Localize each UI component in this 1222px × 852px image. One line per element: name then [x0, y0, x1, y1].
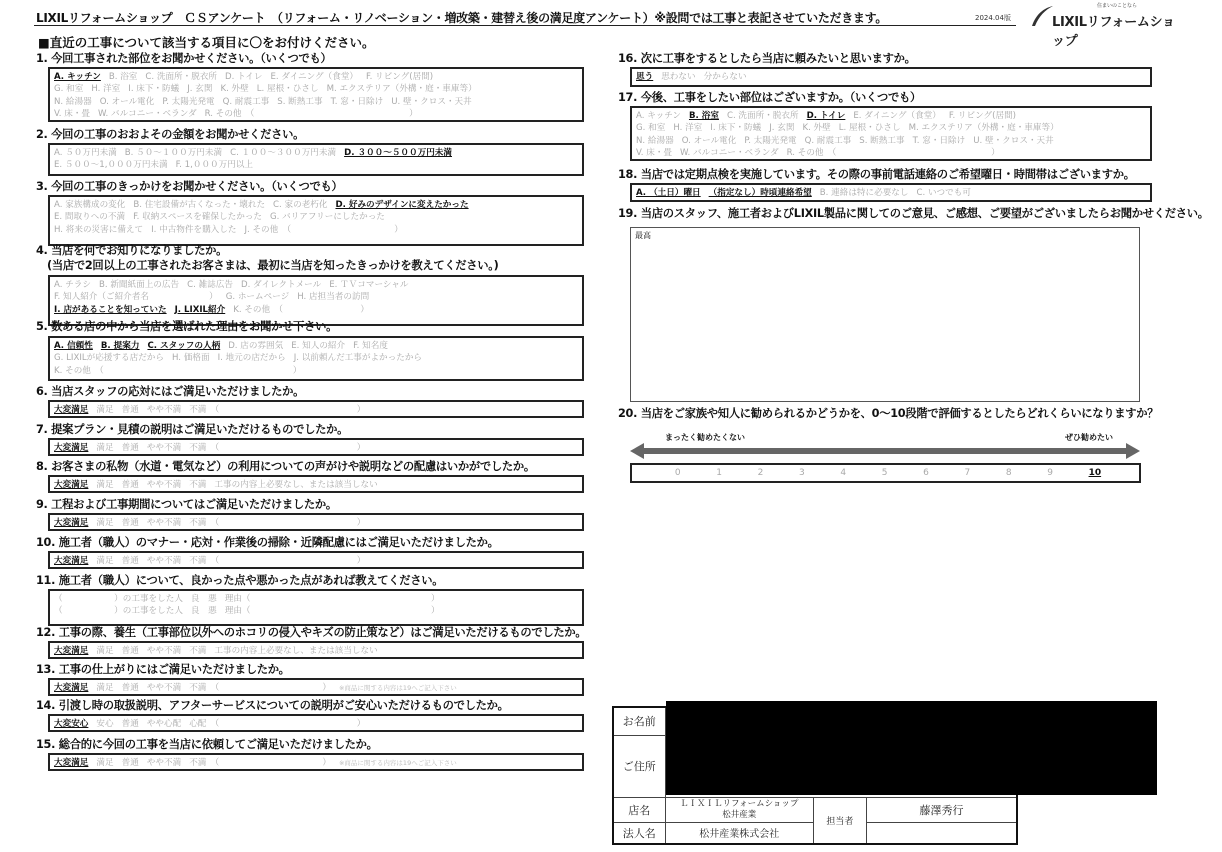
- option[interactable]: 理由（ ）: [224, 594, 440, 604]
- option[interactable]: F. 収納スペースを確保したかった: [133, 212, 262, 223]
- option[interactable]: A. チラシ: [54, 280, 91, 290]
- option[interactable]: D. トイレ: [225, 72, 263, 82]
- option[interactable]: C. 洗面所・脱衣所: [145, 72, 218, 82]
- option[interactable]: 不満 （ ）: [189, 758, 331, 768]
- option[interactable]: C. 家の老朽化: [273, 200, 328, 210]
- question-title: 4. 当店を何でお知りになりましたか。 (当店で2回以上の工事されたお客さまは、最初に当店を知ったきっかけを教えてください。): [36, 244, 499, 272]
- option[interactable]: H. 店担当者の訪問: [297, 292, 370, 303]
- shop-label: 店名: [613, 797, 665, 822]
- option[interactable]: F. 知人紹介（ご紹介者名 ）: [54, 292, 218, 303]
- question-title: 15. 総合的に今回の工事を当店に依頼してご満足いただけましたか。: [36, 738, 378, 751]
- option[interactable]: 分からない: [703, 72, 747, 82]
- answer-line: [54, 211, 578, 223]
- option[interactable]: H. 価格面: [172, 353, 210, 364]
- edition-label: 2024.04版: [975, 14, 1011, 22]
- option[interactable]: 満足: [96, 518, 114, 528]
- option-selected[interactable]: 大変安心: [54, 719, 89, 729]
- option[interactable]: 不満 （ ）: [189, 405, 366, 415]
- option[interactable]: 普通: [121, 683, 139, 693]
- question-title: 14. 引渡し時の取扱説明、アフターサービスについての説明がご安心いただけるものでしたか。: [36, 699, 509, 712]
- option[interactable]: E. ダイニング（食堂）: [270, 72, 359, 82]
- option[interactable]: I. 地元の店だから: [217, 353, 286, 364]
- option[interactable]: 良 悪: [190, 594, 217, 604]
- question-7: [36, 422, 366, 453]
- question-title: 12. 工事の際、養生（工事部位以外へのホコリの侵入やキズの防止策など）はご満足いただけるものでしたか。: [36, 626, 587, 639]
- option[interactable]: 普通: [121, 518, 139, 528]
- option[interactable]: 満足: [96, 758, 114, 768]
- option[interactable]: G. 和室: [54, 84, 84, 95]
- answer-line: [54, 108, 578, 120]
- option[interactable]: やや不満: [146, 405, 182, 415]
- question-title: 11. 施工者（職人）について、良かった点や悪かった点があれば教えてください。: [36, 574, 444, 587]
- question-title: 7. 提案プラン・見積の説明はご満足いただけるものでしたか。: [36, 423, 349, 436]
- option[interactable]: G. 和室: [636, 123, 666, 134]
- option[interactable]: R. その他 （ ）: [204, 108, 418, 119]
- option[interactable]: B. 連絡は特に必要なし: [819, 188, 909, 198]
- option[interactable]: 心配 （ ）: [189, 719, 366, 729]
- option[interactable]: Q. 耐震工事: [222, 96, 270, 107]
- answer-line: [54, 757, 578, 769]
- double-arrow-icon: [630, 443, 1140, 459]
- answer-line: [54, 224, 578, 236]
- option[interactable]: I. 中古物件を購入した: [151, 224, 237, 235]
- answer-box: [48, 714, 584, 732]
- option[interactable]: 満足: [96, 683, 114, 693]
- option[interactable]: やや不満: [146, 556, 182, 566]
- question-18: [618, 167, 1135, 198]
- corp-value: 松井産業株式会社: [665, 822, 813, 844]
- name-label: お名前: [613, 707, 665, 735]
- option[interactable]: K. 外壁: [802, 123, 831, 134]
- option[interactable]: P. 太陽光発電: [162, 96, 215, 107]
- option[interactable]: S. 断熱工事: [277, 96, 323, 107]
- answer-box: [48, 753, 584, 771]
- staff-label: 担当者: [813, 797, 866, 844]
- option[interactable]: L. 屋根・ひさし: [256, 84, 319, 95]
- question-19: [618, 206, 1209, 221]
- option[interactable]: E. 知人の紹介: [291, 341, 346, 351]
- option[interactable]: G. バリアフリーにしたかった: [269, 212, 385, 223]
- option[interactable]: 満足: [96, 480, 114, 490]
- option[interactable]: やや不満: [146, 480, 182, 490]
- option[interactable]: O. オール電化: [681, 135, 737, 146]
- answer-box: [48, 678, 584, 696]
- answer-line: [54, 147, 578, 159]
- form-title: LIXILリフォームショップ ＣＳアンケート （リフォーム・リノベーション・増改築・建替え後の満足度アンケート）※設問では工事と表記させていただきます。: [36, 11, 888, 25]
- option[interactable]: E. ダイニング（食堂）: [853, 111, 941, 121]
- rating-10[interactable]: 10: [1088, 468, 1102, 478]
- question-title: 16. 次に工事をするとしたら当店に頼みたいと思いますか。: [618, 52, 916, 65]
- question-17: [618, 90, 1059, 158]
- q20-right-label: ぜひ勧めたい: [1065, 433, 1113, 442]
- answer-line: [54, 404, 578, 416]
- option[interactable]: 普通: [121, 405, 139, 415]
- option-selected[interactable]: （指定なし）時頃連絡希望: [708, 188, 812, 198]
- rating-8[interactable]: 8: [1005, 468, 1012, 478]
- answer-line: [54, 279, 578, 291]
- shop-name-line2: 松井産業: [722, 809, 757, 820]
- option[interactable]: やや不満: [146, 683, 182, 693]
- option[interactable]: A. キッチン: [636, 111, 681, 121]
- rating-6[interactable]: 6: [923, 468, 929, 478]
- option[interactable]: 普通: [121, 480, 139, 490]
- option[interactable]: 工事の内容上必要なし、または該当しない: [214, 646, 378, 656]
- option-selected[interactable]: A. （土日）曜日: [636, 188, 701, 198]
- corp-label: 法人名: [613, 822, 665, 844]
- question-title: 6. 当店スタッフの応対にはご満足いただけましたか。: [36, 385, 305, 398]
- option[interactable]: やや不満: [146, 646, 182, 656]
- option[interactable]: G. LIXILが応援する店だから: [54, 353, 164, 364]
- answer-line: [54, 593, 578, 605]
- answer-box: [630, 67, 1152, 87]
- option[interactable]: W. バルコニー・ベランダ: [98, 108, 197, 119]
- option-selected[interactable]: 大変満足: [54, 480, 89, 490]
- answer-line: [636, 187, 1146, 199]
- option[interactable]: D. 店の雰囲気: [228, 341, 284, 351]
- option[interactable]: A. 家族構成の変化: [54, 200, 126, 210]
- answer-line: [54, 96, 578, 108]
- option[interactable]: W. バルコニー・ベランダ: [680, 147, 779, 158]
- option[interactable]: O. オール電化: [99, 96, 155, 107]
- question-14: [36, 698, 509, 729]
- rating-4[interactable]: 4: [840, 468, 847, 478]
- question-10: [36, 535, 499, 566]
- option[interactable]: P. 太陽光発電: [744, 135, 797, 146]
- option-selected[interactable]: B. 提案力: [100, 341, 140, 351]
- option[interactable]: I. 床下・防蟻: [128, 84, 180, 95]
- question-title: 17. 今後、工事をしたい部位はございますか。（いくつでも）: [618, 91, 922, 104]
- option[interactable]: U. 壁・クロス・天井: [973, 135, 1054, 146]
- option[interactable]: 工事の内容上必要なし、または該当しない: [214, 480, 378, 490]
- option-selected[interactable]: 大変満足: [54, 556, 89, 566]
- question-title: 9. 工程および工事期間についてはご満足いただけましたか。: [36, 498, 337, 511]
- option[interactable]: 満足: [96, 556, 114, 566]
- option[interactable]: J. 玄関: [769, 123, 795, 134]
- logo-name: LIXILリフォームショップ: [1052, 15, 1175, 49]
- option[interactable]: A. ５０万円未満: [54, 148, 117, 158]
- answer-line: [54, 718, 578, 730]
- option[interactable]: D. ダイレクトメール: [240, 280, 322, 290]
- rating-7[interactable]: 7: [964, 468, 971, 478]
- question-title: 8. お客さまの私物（水道・電気など）の利用についての声がけや説明などの配慮はいかがでしたか。: [36, 460, 535, 473]
- answer-box: [48, 438, 584, 456]
- note: ※商品に関する内容は19へご記入下さい: [338, 759, 457, 767]
- question-title: 3. 今回の工事のきっかけをお聞かせください。（いくつでも）: [36, 180, 343, 193]
- option-selected[interactable]: I. 店があることを知っていた: [54, 304, 167, 315]
- option-selected[interactable]: C. スタッフの人柄: [147, 341, 221, 351]
- option-selected[interactable]: B. 浴室: [688, 111, 719, 121]
- question-4: [36, 243, 499, 315]
- q20-left-label: まったく勧めたくない: [665, 433, 745, 442]
- option[interactable]: B. 住宅設備が古くなった・壊れた: [133, 200, 266, 210]
- option[interactable]: 普通: [121, 556, 139, 566]
- option[interactable]: C. １００～３００万円未満: [230, 148, 337, 158]
- answer-box: [48, 641, 584, 659]
- question-title: 13. 工事の仕上がりにはご満足いただけましたか。: [36, 663, 290, 676]
- question-12: [36, 625, 587, 656]
- answer-line: [54, 83, 578, 95]
- option-selected[interactable]: 大変満足: [54, 758, 89, 768]
- rating-3[interactable]: 3: [798, 468, 805, 478]
- staff-extra-field: [866, 822, 1017, 844]
- option[interactable]: B. 新聞紙面上の広告: [98, 280, 180, 290]
- question-2: [36, 127, 452, 171]
- title-divider: [34, 25, 1016, 26]
- option[interactable]: K. 外壁: [220, 84, 249, 95]
- option-selected[interactable]: D. 好みのデザインに変えたかった: [335, 200, 469, 210]
- question-16: [618, 51, 916, 82]
- rating-0[interactable]: 0: [674, 468, 681, 478]
- option[interactable]: L. 屋根・ひさし: [838, 123, 901, 134]
- option[interactable]: Q. 耐震工事: [804, 135, 852, 146]
- answer-line: [54, 605, 578, 617]
- q20-rating-scale[interactable]: [630, 463, 1141, 483]
- option[interactable]: G. ホームページ: [225, 292, 290, 303]
- option-selected[interactable]: D. トイレ: [806, 111, 846, 121]
- rating-5[interactable]: 5: [881, 468, 888, 478]
- option-selected[interactable]: 大変満足: [54, 646, 89, 656]
- option-selected[interactable]: J. LIXIL紹介: [174, 304, 226, 315]
- answer-line: [54, 682, 578, 694]
- rating-9[interactable]: 9: [1047, 468, 1053, 478]
- question-11: [36, 573, 444, 617]
- answer-line: [54, 291, 578, 303]
- question-5: [36, 319, 423, 376]
- option[interactable]: N. 給湯器: [54, 96, 92, 107]
- answer-box: [48, 336, 584, 381]
- question-3: [36, 179, 469, 235]
- option[interactable]: R. その他 （ ）: [786, 147, 1000, 158]
- option-selected[interactable]: 大変満足: [54, 443, 89, 453]
- option[interactable]: 理由（ ）: [224, 606, 440, 617]
- option[interactable]: E. ５００～1,０００万円未満: [54, 160, 168, 171]
- question-6: [36, 384, 366, 415]
- question-title: 20. 当店をご家族や知人に勧められるかどうかを、0～10段階で評価するとしたらどれくらいになりますか？: [618, 407, 1159, 420]
- option[interactable]: K. その他 （ ）: [233, 304, 369, 315]
- logo-swoosh-icon: [1030, 4, 1054, 28]
- option[interactable]: やや心配: [146, 719, 182, 729]
- option[interactable]: C. 雑誌広告: [187, 280, 233, 290]
- question-title: 18. 当店では定期点検を実施しています。その際の事前電話連絡のご希望曜日・時間帯はございますか。: [618, 168, 1135, 181]
- option[interactable]: S. 断熱工事: [859, 135, 905, 146]
- option[interactable]: やや不満: [146, 758, 182, 768]
- option[interactable]: 不満 （ ）: [189, 683, 331, 693]
- option[interactable]: やや不満: [146, 443, 182, 453]
- option[interactable]: H. 将来の災害に備えて: [54, 224, 144, 235]
- answer-line: [54, 555, 578, 567]
- option[interactable]: 普通: [121, 719, 139, 729]
- rating-1[interactable]: 1: [716, 468, 722, 478]
- option[interactable]: H. 洋室: [673, 123, 703, 134]
- note: ※商品に関する内容は19へご記入下さい: [338, 684, 457, 692]
- option[interactable]: M. エクステリア（外構・庭・車庫等）: [326, 84, 477, 95]
- answer-line: [636, 135, 1146, 147]
- option[interactable]: 不満 （ ）: [189, 518, 366, 528]
- question-15: [36, 737, 457, 768]
- option[interactable]: T. 窓・日除け: [912, 135, 966, 146]
- answer-box: [48, 143, 584, 176]
- option[interactable]: C. いつでも可: [916, 188, 971, 198]
- option[interactable]: T. 窓・日除け: [330, 96, 384, 107]
- option-selected[interactable]: 大変満足: [54, 405, 89, 415]
- option[interactable]: V. 床・畳: [54, 108, 91, 119]
- option[interactable]: 安心: [96, 719, 114, 729]
- option[interactable]: U. 壁・クロス・天井: [391, 96, 472, 107]
- q19-answer-field[interactable]: 最高: [630, 227, 1140, 402]
- answer-line: [636, 122, 1146, 134]
- option-selected[interactable]: A. 信頼性: [54, 341, 93, 351]
- option[interactable]: B. ５０～１００万円未満: [124, 148, 223, 158]
- logo-tagline: 住まいのことなら: [1097, 3, 1138, 9]
- redacted-block: [666, 701, 1157, 795]
- option[interactable]: 普通: [121, 443, 139, 453]
- answer-line: [636, 71, 1146, 83]
- option-selected[interactable]: D. ３００～５００万円未満: [344, 148, 452, 158]
- option[interactable]: E. ＴＶコマーシャル: [329, 280, 409, 290]
- answer-line: [54, 304, 578, 316]
- answer-line: [54, 365, 578, 377]
- answer-box: [630, 106, 1152, 161]
- answer-box: [48, 475, 584, 493]
- answer-box: [630, 183, 1152, 202]
- option[interactable]: やや不満: [146, 518, 182, 528]
- question-title: 2. 今回の工事のおおよその金額をお聞かせください。: [36, 128, 305, 141]
- answer-box: [48, 589, 584, 626]
- option[interactable]: I. 床下・防蟻: [710, 123, 762, 134]
- question-title: 5. 数ある店の中から当店を選ばれた理由をお聞かせ下さい。: [36, 320, 338, 333]
- answer-line: [54, 71, 578, 83]
- answer-line: [54, 479, 578, 491]
- option[interactable]: 不満: [189, 480, 207, 490]
- option[interactable]: J. 以前頼んだ工事がよかったから: [293, 353, 423, 364]
- question-title: 10. 施工者（職人）のマナー・応対・作業後の掃除・近隣配慮にはご満足いただけましたか。: [36, 536, 499, 549]
- option[interactable]: F. リビング(居間): [948, 111, 1017, 121]
- rating-2[interactable]: 2: [757, 468, 764, 478]
- staff-value: 藤澤秀行: [866, 797, 1017, 822]
- option[interactable]: 満足: [96, 443, 114, 453]
- option[interactable]: 満足: [96, 405, 114, 415]
- question-13: [36, 662, 457, 693]
- section-title: ■直近の工事について該当する項目に〇をお付けください。: [38, 35, 375, 50]
- option[interactable]: J. その他 （ ）: [244, 224, 403, 235]
- answer-line: [636, 110, 1146, 122]
- question-title: 1. 今回工事された部位をお聞かせください。（いくつでも）: [36, 52, 332, 65]
- option[interactable]: 普通: [121, 758, 139, 768]
- question-1: [36, 51, 477, 119]
- answer-box: [48, 67, 584, 122]
- option[interactable]: K. その他 （ ）: [54, 365, 302, 376]
- option[interactable]: H. 洋室: [91, 84, 121, 95]
- option[interactable]: C. 洗面所・脱衣所: [726, 111, 799, 121]
- option[interactable]: 思わない: [661, 72, 696, 82]
- option[interactable]: F. リビング(居間): [366, 72, 434, 82]
- option[interactable]: J. 玄関: [187, 84, 213, 95]
- answer-box: [48, 195, 584, 246]
- option[interactable]: （ ）の工事をした人: [54, 606, 183, 617]
- option[interactable]: E. 間取りへの不満: [54, 212, 126, 223]
- address-label: ご住所: [613, 735, 665, 797]
- option[interactable]: F. 1,０００万円以上: [175, 160, 254, 171]
- answer-line: [54, 340, 578, 352]
- answer-box: [48, 400, 584, 418]
- question-8: [36, 459, 535, 490]
- option[interactable]: B. 浴室: [108, 72, 138, 82]
- option[interactable]: 不満 （ ）: [189, 443, 366, 453]
- option[interactable]: 不満: [189, 646, 207, 656]
- answer-line: [636, 147, 1146, 159]
- answer-line: [54, 442, 578, 454]
- answer-line: [54, 645, 578, 657]
- answer-line: [54, 199, 578, 211]
- question-9: [36, 497, 366, 528]
- question-title: 19. 当店のスタッフ、施工者およびLIXIL製品に関してのご意見、ご感想、ご要望がございましたらお聞かせください。: [618, 207, 1209, 220]
- answer-box: [48, 513, 584, 531]
- option[interactable]: 良 悪: [190, 606, 217, 617]
- option[interactable]: N. 給湯器: [636, 135, 674, 146]
- option-selected[interactable]: A. キッチン: [54, 72, 101, 82]
- shop-name-line1: ＬＩＸＩＬリフォームショップ: [680, 798, 799, 809]
- option[interactable]: （ ）の工事をした人: [54, 594, 183, 604]
- question-20: [618, 406, 1158, 421]
- answer-line: [54, 352, 578, 364]
- option-selected[interactable]: 大変満足: [54, 683, 89, 693]
- lixil-logo: [1030, 2, 1180, 49]
- answer-line: [54, 517, 578, 529]
- option[interactable]: F. 知名度: [353, 341, 388, 351]
- answer-line: [54, 159, 578, 171]
- option[interactable]: 普通: [121, 646, 139, 656]
- option-selected[interactable]: 思う: [636, 72, 654, 82]
- answer-box: [48, 551, 584, 569]
- option[interactable]: 満足: [96, 646, 114, 656]
- option[interactable]: V. 床・畳: [636, 147, 673, 158]
- option-selected[interactable]: 大変満足: [54, 518, 89, 528]
- option[interactable]: 不満 （ ）: [189, 556, 366, 566]
- option[interactable]: M. エクステリア（外構・庭・車庫等）: [908, 123, 1059, 134]
